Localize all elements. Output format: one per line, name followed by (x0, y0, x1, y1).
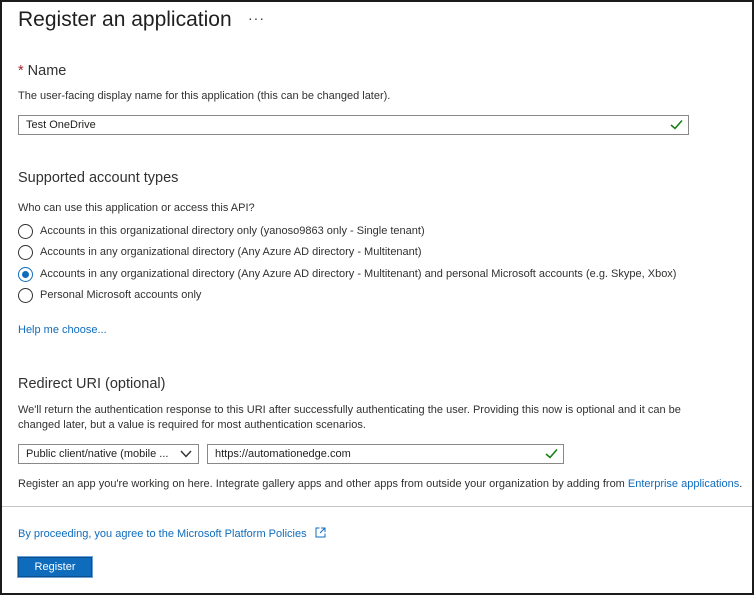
register-button[interactable]: Register (18, 557, 92, 577)
page-title: Register an application (18, 8, 232, 31)
name-input[interactable] (18, 115, 689, 135)
chevron-down-icon (180, 450, 192, 458)
name-heading (18, 63, 66, 79)
radio-button[interactable] (18, 245, 33, 260)
name-input-value: Test OneDrive (26, 119, 96, 131)
more-options-icon[interactable]: ··· (248, 10, 265, 26)
name-description: The user-facing display name for this application (this can be changed later). (18, 90, 391, 102)
redirect-description-line2: changed later, but a value is required for most authentication scenarios. (18, 419, 366, 431)
redirect-uri-value: https://automationedge.com (215, 448, 351, 460)
account-type-option-multitenant[interactable] (18, 244, 422, 260)
radio-label: Accounts in any organizational directory (Any Azure AD directory - Multitenant) and personal Microsoft accounts (e.g. Skype, Xbox) (40, 268, 677, 280)
account-type-option-single-tenant[interactable] (18, 223, 425, 239)
valid-check-icon (545, 448, 558, 459)
radio-label: Personal Microsoft accounts only (40, 289, 202, 301)
enterprise-applications-link[interactable]: Enterprise applications (627, 478, 740, 490)
account-type-option-multitenant-personal[interactable] (18, 266, 676, 282)
platform-policies-link[interactable] (18, 527, 326, 540)
redirect-uri-input[interactable] (207, 444, 564, 464)
radio-button-selected[interactable] (18, 267, 33, 282)
platform-select-value: Public client/native (mobile ... (26, 448, 169, 460)
redirect-note (18, 478, 742, 490)
redirect-note-text: Register an app you're working on here. Integrate gallery apps and other apps from outside your organization by adding from (18, 478, 628, 490)
valid-check-icon (670, 119, 683, 130)
account-type-option-personal-only[interactable] (18, 287, 201, 303)
redirect-uri-heading: Redirect URI (optional) (18, 376, 166, 392)
radio-label: Accounts in this organizational directory only (yanoso9863 only - Single tenant) (40, 225, 425, 237)
redirect-note-end: . (739, 478, 743, 490)
footer-divider (2, 506, 752, 507)
platform-select[interactable] (18, 444, 199, 464)
external-link-icon (315, 527, 326, 538)
platform-policies-label: By proceeding, you agree to the Microsoft Platform Policies (18, 528, 307, 540)
radio-button[interactable] (18, 224, 33, 239)
account-types-heading: Supported account types (18, 170, 179, 186)
radio-label: Accounts in any organizational directory (Any Azure AD directory - Multitenant) (40, 246, 422, 258)
redirect-description-line1: We'll return the authentication response to this URI after successfully authenticating the user. Providing this now is optional and it can be (18, 404, 681, 416)
redirect-uri-description (18, 403, 738, 433)
help-me-choose-link[interactable]: Help me choose... (18, 324, 107, 336)
required-indicator: * (18, 63, 24, 79)
radio-button[interactable] (18, 288, 33, 303)
name-heading-label: Name (27, 63, 67, 79)
account-types-question: Who can use this application or access this API? (18, 202, 255, 214)
